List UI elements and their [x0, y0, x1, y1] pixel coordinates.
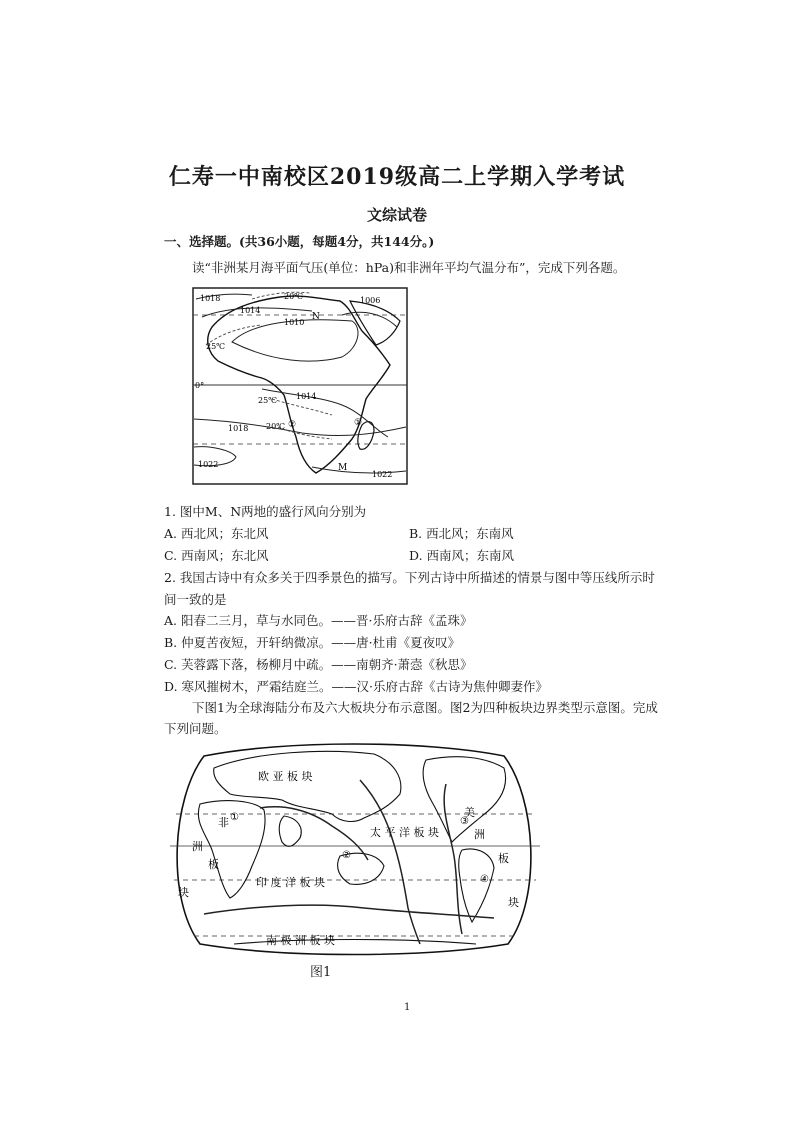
label-1018-bottom: 1018: [228, 424, 249, 433]
label-1022-left: 1022: [198, 460, 219, 469]
label-pacific-plate: 太 平 洋 板 块: [370, 826, 439, 839]
label-america-zhou: 洲: [474, 828, 485, 841]
question-2-option-b[interactable]: B. 仲夏苦夜短，开轩纳微凉。——唐·杜甫《夏夜叹》: [164, 635, 461, 650]
label-1014-bottom: 1014: [296, 392, 317, 401]
reading-instruction-2-line-2: 下列问题。: [164, 721, 227, 736]
question-2-option-c[interactable]: C. 芙蓉露下落，杨柳月中疏。——南朝齐·萧悫《秋思》: [164, 657, 473, 672]
label-20c-top: 20℃: [284, 292, 304, 301]
reading-instruction-1: 读“非洲某月海平面气压(单位：hPa)和非洲年平均气温分布”，完成下列各题。: [192, 260, 626, 275]
label-africa-fei: 非: [218, 816, 229, 829]
question-2-stem-line-2: 间一致的是: [164, 592, 227, 607]
label-1022-right: 1022: [372, 470, 393, 479]
question-1-option-a[interactable]: A. 西北风；东北风: [164, 526, 269, 541]
label-america-kuai: 块: [508, 896, 519, 909]
label-marker-2: ②: [288, 420, 297, 430]
question-1-option-c[interactable]: C. 西南风；东北风: [164, 548, 269, 563]
label-1006: 1006: [360, 296, 381, 305]
figure-1-caption: 图1: [310, 965, 332, 980]
label-m: M: [338, 463, 348, 473]
paper-subtitle: 文综试卷: [366, 206, 427, 224]
page-title: 仁寿一中南校区2019级高二上学期入学考试: [168, 164, 626, 190]
question-2-option-a[interactable]: A. 阳春二三月，草与水同色。——晋·乐府古辞《孟珠》: [164, 613, 473, 628]
label-1018-top: 1018: [200, 294, 221, 303]
label-25c-top: 25℃: [206, 342, 226, 351]
label-25c-bottom: 25℃: [258, 396, 278, 405]
question-2-stem-line-1: 2. 我国古诗中有众多关于四季景色的描写。下列古诗中所描述的情景与图中等压线所示时: [164, 570, 655, 585]
label-africa-zhou: 洲: [192, 840, 203, 853]
label-marker-2: ②: [342, 850, 351, 861]
label-eurasia-plate: 欧 亚 板 块: [258, 770, 313, 783]
section-heading: 一、选择题。(共36小题，每题4分，共144分。): [164, 234, 435, 249]
label-america-ban: 板: [498, 852, 509, 865]
label-indian-plate: 印 度 洋 板 块: [256, 876, 325, 889]
label-1010: 1010: [284, 318, 305, 327]
label-marker-1: ①: [354, 418, 363, 428]
label-africa-kuai: 块: [178, 886, 189, 899]
label-marker-3: ③: [460, 816, 469, 827]
map-oval-frame: [177, 744, 531, 955]
world-plates-map: [164, 738, 544, 960]
label-1014-top: 1014: [240, 306, 261, 315]
label-20c-bottom: 20℃: [266, 422, 286, 431]
question-1-stem: 1. 图中M、N两地的盛行风向分别为: [164, 504, 367, 519]
question-1-option-d[interactable]: D. 西南风；东南风: [409, 548, 515, 563]
label-america-mei: 美: [464, 806, 475, 819]
label-equator: 0°: [195, 381, 205, 390]
label-antarctic-plate: 南 极 洲 板 块: [266, 934, 335, 947]
question-1-option-b[interactable]: B. 西北风；东南风: [409, 526, 514, 541]
label-africa-ban: 板: [208, 858, 219, 871]
label-marker-4: ④: [480, 874, 489, 885]
label-marker-1: ①: [230, 812, 239, 823]
question-2-option-d[interactable]: D. 寒风摧树木，严霜结庭兰。——汉·乐府古辞《古诗为焦仲卿妻作》: [164, 679, 548, 694]
africa-pressure-map: [192, 287, 408, 485]
page-number: 1: [404, 1002, 411, 1013]
label-n: N: [312, 312, 320, 322]
reading-instruction-2-line-1: 下图1为全球海陆分布及六大板块分布示意图。图2为四种板块边界类型示意图。完成: [192, 700, 658, 715]
